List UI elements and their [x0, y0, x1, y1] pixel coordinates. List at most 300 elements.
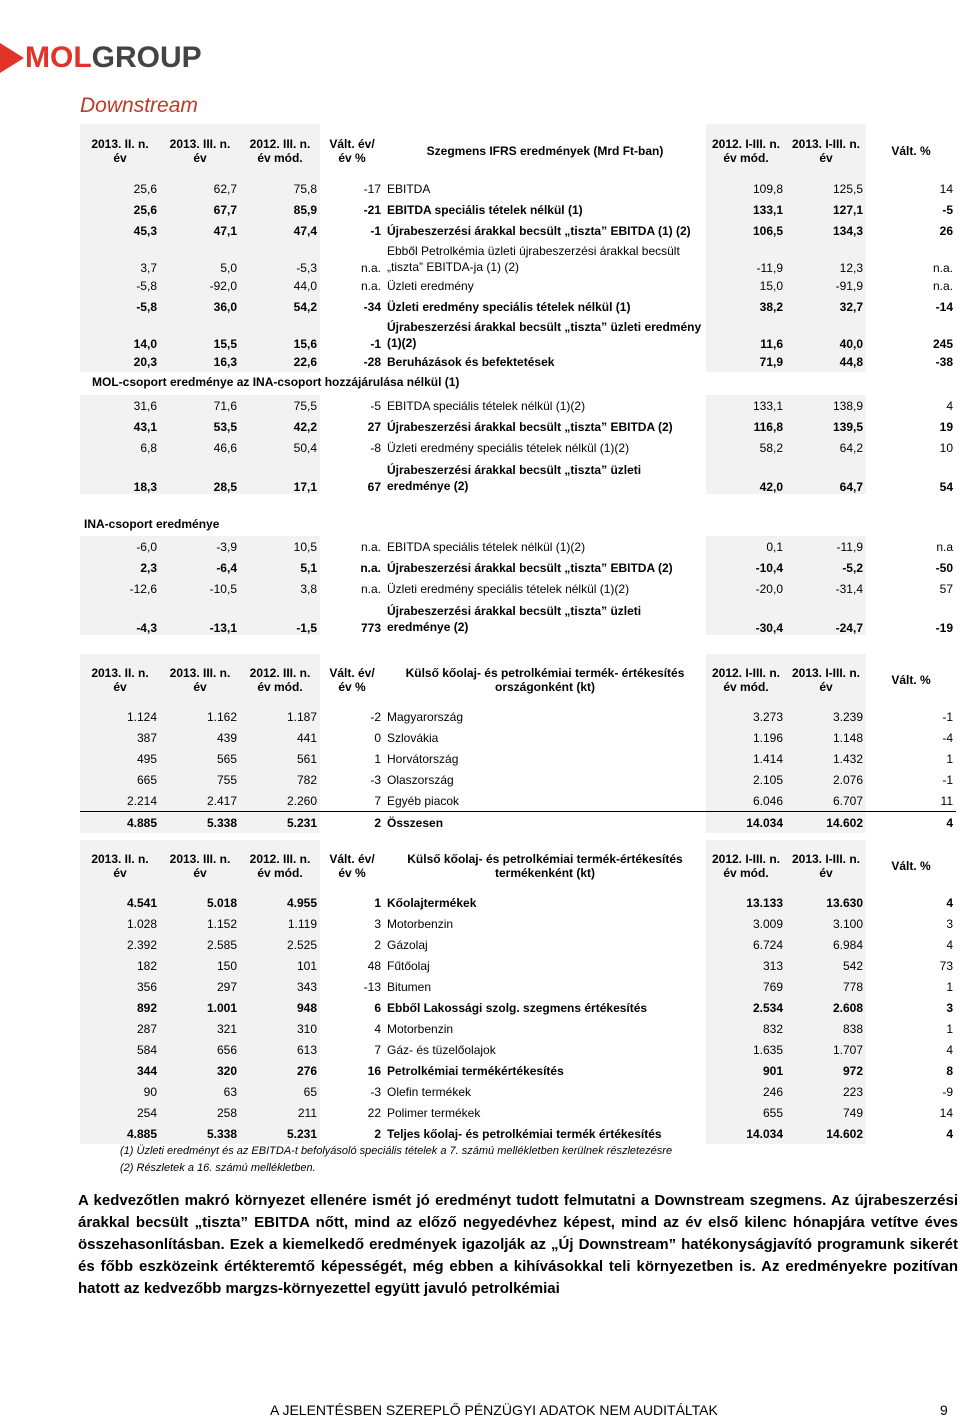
row-label: Újrabeszerzési árakkal becsült „tiszta” üzleti eredménye (2) [387, 463, 642, 493]
row-label: Beruházások és befektetések [387, 354, 555, 369]
section-title: Downstream [80, 94, 198, 117]
table-cell: -14 [935, 299, 953, 314]
table-cell: 2 [374, 1126, 381, 1141]
table-cell: 223 [786, 1081, 866, 1102]
table-cell: n.a. [360, 581, 381, 596]
table-cell: 2.585 [160, 934, 240, 955]
row-label: Ebből Petrolkémia üzleti újrabeszerzési árakkal becsült „tiszta” EBITDA-ja (1) (2) [387, 244, 680, 274]
table-row [80, 997, 956, 1018]
table-cell: 3.273 [706, 706, 786, 727]
body-paragraph: A kedvezőtlen makró környezet ellenére ismét jó eredményt tudott felmutatni a Downstream szegmens. Az újrabeszerzési árakkal becsült „tiszta” EBITDA nőtt, mind az előző negyedévhez képest, mind az év első kilenc hónapjára vetítve éves összehasonlításban. Ezek a kiemelkedő eredmények igazolják az „Új Downstream” hatékonyságjavító programunk sikerét és főbb eszközeink értékteremtő képességét, még ebben a kihívásokkal teli környezetben is. Az eredményekre pozitívan hatott az kedvezőbb margzs-környezettel együtt javuló petrolkémiai [78, 1192, 958, 1297]
col-header: 2013. III. n. év [160, 840, 240, 892]
table-cell: 2.392 [80, 934, 160, 955]
row-label: Olaszország [387, 772, 454, 787]
table-row [80, 296, 956, 317]
table-cell: 4 [866, 812, 956, 834]
table-row [80, 1018, 956, 1039]
table-header [80, 654, 956, 706]
table-cell: 14.034 [706, 1123, 786, 1144]
mol-results-table [80, 395, 956, 494]
table-cell: 1 [374, 751, 381, 766]
row-label: EBITDA speciális tételek nélkül (1)(2) [387, 398, 586, 413]
table-row [80, 1039, 956, 1060]
table-cell: 245 [932, 337, 953, 351]
table-cell: 276 [240, 1060, 320, 1081]
table-cell: 7 [374, 1042, 381, 1057]
row-label: Gázolaj [387, 937, 428, 952]
table-cell: 18,3 [80, 458, 160, 494]
page-footer: A JELENTÉSBEN SZEREPLŐ PÉNZÜGYI ADATOK NEM AUDITÁLTAK [270, 1402, 718, 1418]
table-cell: 150 [160, 955, 240, 976]
col-header: 2013. II. n. év [80, 840, 160, 892]
row-label: Ebből Lakossági szolg. szegmens értékesítés [387, 1000, 648, 1015]
table-cell: -5 [370, 398, 381, 413]
row-label: Teljes kőolaj- és petrolkémiai termék értékesítés [387, 1126, 662, 1141]
logo-mark-icon [0, 43, 24, 73]
table-cell: 45,3 [80, 220, 160, 241]
table-cell: 565 [160, 748, 240, 769]
table-cell: -20,0 [706, 578, 786, 599]
table-cell: 65 [240, 1081, 320, 1102]
col-header: 2013. II. n. év [80, 124, 160, 178]
table-cell: 5.338 [160, 812, 240, 834]
table-cell: 133,1 [706, 395, 786, 416]
table-cell: -21 [363, 202, 381, 217]
table-cell: 2.534 [706, 997, 786, 1018]
table-cell: -5,2 [786, 557, 866, 578]
table-row [80, 748, 956, 769]
sales-by-country-table [80, 654, 956, 833]
table-cell: 387 [80, 727, 160, 748]
col-header: Vált. % [891, 673, 931, 687]
table-row [80, 913, 956, 934]
table-cell: 3 [374, 916, 381, 931]
table-cell: 36,0 [160, 296, 240, 317]
table-row [80, 892, 956, 913]
table-cell: 2.260 [240, 790, 320, 812]
table-cell: 4 [946, 1126, 953, 1141]
table-cell: 44,8 [786, 351, 866, 372]
col-header: Külső kőolaj- és petrolkémiai termék-értékesítés termékenként (kt) [407, 852, 683, 880]
table-cell: 310 [240, 1018, 320, 1039]
table-cell: 1.635 [706, 1039, 786, 1060]
table-cell: -10,4 [706, 557, 786, 578]
row-label: Üzleti eredmény [387, 278, 474, 293]
table-cell: 1.001 [160, 997, 240, 1018]
table-header [80, 124, 956, 178]
table-cell: 14 [939, 181, 953, 196]
table-cell: 5,0 [160, 241, 240, 275]
table-cell: 11,6 [706, 317, 786, 351]
table-cell: 584 [80, 1039, 160, 1060]
col-header: 2013. III. n. év [160, 654, 240, 706]
table-cell: 613 [240, 1039, 320, 1060]
table-cell: -13,1 [160, 599, 240, 635]
table-cell: 16,3 [160, 351, 240, 372]
table-cell: 125,5 [786, 178, 866, 199]
row-label: Magyarország [387, 709, 464, 724]
table-cell: 14.602 [786, 812, 866, 834]
table-cell: -38 [935, 354, 953, 369]
table-cell: 1 [374, 895, 381, 910]
ina-group-subtitle: INA-csoport eredménye [84, 517, 220, 531]
table-cell: 246 [706, 1081, 786, 1102]
row-label: Polimer termékek [387, 1105, 481, 1120]
col-header: 2012. III. n. év mód. [240, 840, 320, 892]
table-cell: 47,4 [240, 220, 320, 241]
row-label: EBITDA speciális tételek nélkül (1)(2) [387, 539, 586, 554]
col-header: Vált. év/év % [329, 852, 375, 880]
table-cell: 3.100 [786, 913, 866, 934]
table-cell: 15,0 [706, 275, 786, 296]
table-row [80, 178, 956, 199]
table-cell: 138,9 [786, 395, 866, 416]
table-row [80, 395, 956, 416]
table-cell: 1.028 [80, 913, 160, 934]
table-cell: 1.414 [706, 748, 786, 769]
col-header: 2012. III. n. év mód. [240, 654, 320, 706]
table-cell: n.a. [360, 261, 381, 275]
col-header: 2013. II. n. év [80, 654, 160, 706]
table-cell: 50,4 [240, 437, 320, 458]
col-header: 2013. I-III. n. év [786, 124, 866, 178]
table-cell: 15,6 [240, 317, 320, 351]
table-cell: 2,3 [80, 557, 160, 578]
table-cell: 4 [946, 1042, 953, 1057]
table-cell: 14 [939, 1105, 953, 1120]
table-cell: 1.162 [160, 706, 240, 727]
table-cell: -50 [935, 560, 953, 575]
table-row [80, 1123, 956, 1144]
table-cell: 64,7 [786, 458, 866, 494]
table-cell: 4 [374, 1021, 381, 1036]
table-cell: n.a [936, 539, 953, 554]
table-cell: -1 [942, 772, 953, 787]
table-cell: 54 [939, 480, 953, 494]
table-row [80, 275, 956, 296]
table-cell: -5,3 [240, 241, 320, 275]
col-header: Külső kőolaj- és petrolkémiai termék- értékesítés országonként (kt) [405, 666, 685, 694]
table-cell: 13.630 [786, 892, 866, 913]
table-cell: 7 [374, 793, 381, 808]
table-cell: 20,3 [80, 351, 160, 372]
table-cell: 25,6 [80, 199, 160, 220]
table-cell: 948 [240, 997, 320, 1018]
row-label: Összesen [384, 812, 706, 834]
table-cell: 0,1 [706, 536, 786, 557]
table-cell: 1 [946, 751, 953, 766]
table-cell: 1.707 [786, 1039, 866, 1060]
col-header: Vált. % [891, 859, 931, 873]
col-header: Vált. év/év % [329, 137, 375, 165]
table-cell: 6.724 [706, 934, 786, 955]
table-cell: -11,9 [786, 536, 866, 557]
table-cell: 67 [367, 480, 381, 494]
table-cell: 90 [80, 1081, 160, 1102]
table-cell: 3 [946, 1000, 953, 1015]
table-cell: 5.338 [160, 1123, 240, 1144]
table-cell: 19 [939, 419, 953, 434]
table-cell: -12,6 [80, 578, 160, 599]
table-cell: 57 [939, 581, 953, 596]
table-cell: 258 [160, 1102, 240, 1123]
table-cell: 62,7 [160, 178, 240, 199]
table-cell: 769 [706, 976, 786, 997]
col-header: Szegmens IFRS eredmények (Mrd Ft-ban) [426, 144, 664, 158]
table-cell: 356 [80, 976, 160, 997]
sales-by-product-table [80, 840, 956, 1144]
table-cell: 656 [160, 1039, 240, 1060]
table-cell: -31,4 [786, 578, 866, 599]
table-cell: -5,8 [80, 275, 160, 296]
table-cell: 10 [939, 440, 953, 455]
table-cell: 106,5 [706, 220, 786, 241]
row-label: Újrabeszerzési árakkal becsült „tiszta” üzleti eredménye (2) [387, 604, 642, 634]
col-header: Vált. év/év % [329, 666, 375, 694]
table-cell: 832 [706, 1018, 786, 1039]
table-cell: -2 [370, 709, 381, 724]
table-cell: 2 [320, 812, 384, 834]
table-cell: 54,2 [240, 296, 320, 317]
table-cell: -3 [370, 1084, 381, 1099]
row-label: Olefin termékek [387, 1084, 472, 1099]
table-cell: 14.602 [786, 1123, 866, 1144]
col-header: 2012. I-III. n. év mód. [706, 654, 786, 706]
table-cell: 22 [367, 1105, 381, 1120]
table-cell: 5,1 [240, 557, 320, 578]
table-cell: 6.707 [786, 790, 866, 812]
table-cell: 40,0 [786, 317, 866, 351]
table-cell: 5.231 [240, 1123, 320, 1144]
table-cell: 11 [940, 793, 953, 808]
row-label: Bitumen [387, 979, 432, 994]
table-cell: -92,0 [160, 275, 240, 296]
table-row [80, 976, 956, 997]
table-cell: 127,1 [786, 199, 866, 220]
table-row [80, 416, 956, 437]
table-cell: 773 [360, 621, 381, 635]
table-cell: 58,2 [706, 437, 786, 458]
table-cell: 4.885 [80, 812, 160, 834]
table-cell: 313 [706, 955, 786, 976]
table-cell: 101 [240, 955, 320, 976]
table-cell: n.a. [360, 539, 381, 554]
table-cell: 343 [240, 976, 320, 997]
table-cell: -17 [363, 181, 381, 196]
table-cell: 133,1 [706, 199, 786, 220]
table-cell: 73 [939, 958, 953, 973]
table-cell: 0 [374, 730, 381, 745]
table-cell: 75,5 [240, 395, 320, 416]
table-cell: n.a. [360, 278, 381, 293]
table-cell: n.a. [360, 560, 381, 575]
row-label: Motorbenzin [387, 916, 454, 931]
table-cell: 53,5 [160, 416, 240, 437]
table-cell: 26 [939, 223, 953, 238]
table-row [80, 317, 956, 351]
table-cell: 182 [80, 955, 160, 976]
table-cell: 42,0 [706, 458, 786, 494]
table-cell: 3.239 [786, 706, 866, 727]
table-cell: 441 [240, 727, 320, 748]
row-label: Horvátország [387, 751, 459, 766]
table-cell: 47,1 [160, 220, 240, 241]
table-cell: 5.018 [160, 892, 240, 913]
table-cell: 321 [160, 1018, 240, 1039]
row-label: Egyéb piacok [387, 793, 460, 808]
table-cell: -5 [942, 202, 953, 217]
row-label: Üzleti eredmény speciális tételek nélkül (1)(2) [387, 581, 630, 596]
table-cell: 6,8 [80, 437, 160, 458]
table-cell: 44,0 [240, 275, 320, 296]
table-cell: -8 [370, 440, 381, 455]
table-cell: 4 [946, 398, 953, 413]
row-label: Újrabeszerzési árakkal becsült „tiszta” EBITDA (2) [387, 560, 673, 575]
table-cell: 32,7 [786, 296, 866, 317]
table-row [80, 199, 956, 220]
table-cell: -5,8 [80, 296, 160, 317]
table-cell: 782 [240, 769, 320, 790]
table-cell: 972 [786, 1060, 866, 1081]
table-cell: 109,8 [706, 178, 786, 199]
table-cell: 8 [946, 1063, 953, 1078]
table-cell: 2 [374, 937, 381, 952]
table-cell: 254 [80, 1102, 160, 1123]
table-row [80, 769, 956, 790]
table-cell: 5.231 [240, 812, 320, 834]
table-cell: 542 [786, 955, 866, 976]
table-cell: n.a. [932, 278, 953, 293]
table-cell: 6 [374, 1000, 381, 1015]
footnote-2: (2) Részletek a 16. számú mellékletben. [120, 1162, 316, 1174]
table-cell: 2.076 [786, 769, 866, 790]
table-cell: 838 [786, 1018, 866, 1039]
table-cell: 43,1 [80, 416, 160, 437]
row-label: Üzleti eredmény speciális tételek nélkül (1)(2) [387, 440, 630, 455]
table-cell: 27 [367, 419, 381, 434]
table-row [80, 578, 956, 599]
row-label: Petrolkémiai termékértékesítés [387, 1063, 564, 1078]
row-label: Újrabeszerzési árakkal becsült „tiszta” EBITDA (2) [387, 419, 673, 434]
table-cell: 3,7 [80, 241, 160, 275]
table-cell: 2.417 [160, 790, 240, 812]
table-cell: 31,6 [80, 395, 160, 416]
table-cell: -13 [363, 979, 381, 994]
table-cell: 14.034 [706, 812, 786, 834]
table-cell: -10,5 [160, 578, 240, 599]
table-cell: 287 [80, 1018, 160, 1039]
row-label: EBITDA speciális tételek nélkül (1) [387, 202, 583, 217]
table-row [80, 1102, 956, 1123]
mol-group-logo [0, 40, 205, 76]
table-header [80, 840, 956, 892]
table-row [80, 241, 956, 275]
table-row [80, 1060, 956, 1081]
table-cell: -30,4 [706, 599, 786, 635]
table-row [80, 458, 956, 494]
page-number: 9 [940, 1402, 948, 1418]
table-cell: 892 [80, 997, 160, 1018]
table-row [80, 955, 956, 976]
table-cell: 2.525 [240, 934, 320, 955]
table-cell: 2.608 [786, 997, 866, 1018]
table-cell: 134,3 [786, 220, 866, 241]
table-cell: 1 [946, 1021, 953, 1036]
row-label: Fűtőolaj [387, 958, 430, 973]
logo-group: GROUP [91, 41, 202, 74]
col-header: 2012. III. n. év mód. [240, 124, 320, 178]
table-cell: -34 [363, 299, 381, 314]
table-cell: -6,4 [160, 557, 240, 578]
row-label: Gáz- és tüzelőolajok [387, 1042, 496, 1057]
table-cell: 778 [786, 976, 866, 997]
table-cell: 439 [160, 727, 240, 748]
table-row [80, 706, 956, 727]
row-label: Újrabeszerzési árakkal becsült „tiszta” üzleti eredmény (1)(2) [387, 320, 702, 350]
table-cell: 320 [160, 1060, 240, 1081]
table-cell: 749 [786, 1102, 866, 1123]
table-cell: -3 [370, 772, 381, 787]
table-cell: -6,0 [80, 536, 160, 557]
table-cell: 2.105 [706, 769, 786, 790]
table-cell: -19 [935, 621, 953, 635]
table-cell: 1 [946, 979, 953, 994]
table-cell: -1 [370, 223, 381, 238]
table-cell: 10,5 [240, 536, 320, 557]
table-row [80, 557, 956, 578]
table-cell: 64,2 [786, 437, 866, 458]
footnote-1: (1) Üzleti eredményt és az EBITDA-t befolyásoló speciális tételek a 7. számú mellékletben kerülnek részletezésre [120, 1145, 673, 1157]
table-cell: -3,9 [160, 536, 240, 557]
col-header: Vált. % [891, 144, 931, 158]
table-cell: 71,6 [160, 395, 240, 416]
table-cell: 4.885 [80, 1123, 160, 1144]
table-cell: 344 [80, 1060, 160, 1081]
col-header: 2013. III. n. év [160, 124, 240, 178]
table-cell: 3 [946, 916, 953, 931]
table-cell: 297 [160, 976, 240, 997]
table-cell: -1,5 [240, 599, 320, 635]
table-cell: 3.009 [706, 913, 786, 934]
table-cell: -4,3 [80, 599, 160, 635]
table-row [80, 1081, 956, 1102]
table-cell: 6.984 [786, 934, 866, 955]
table-cell: 1.119 [240, 913, 320, 934]
table-cell: 67,7 [160, 199, 240, 220]
segment-results-table [80, 124, 956, 372]
table-cell: 25,6 [80, 178, 160, 199]
table-cell: 75,8 [240, 178, 320, 199]
table-cell: 71,9 [706, 351, 786, 372]
col-header: 2012. I-III. n. év mód. [706, 840, 786, 892]
table-cell: 1.148 [786, 727, 866, 748]
table-cell: 1.196 [706, 727, 786, 748]
table-cell: 1.152 [160, 913, 240, 934]
table-row [80, 934, 956, 955]
ina-results-table [80, 536, 956, 635]
table-cell: 4.541 [80, 892, 160, 913]
table-row [80, 536, 956, 557]
table-cell: 46,6 [160, 437, 240, 458]
table-cell: n.a. [932, 261, 953, 275]
table-cell: -28 [363, 354, 381, 369]
logo-mol: MOL [25, 41, 92, 74]
table-cell: 1.124 [80, 706, 160, 727]
table-cell: -4 [942, 730, 953, 745]
mol-group-subtitle: MOL-csoport eredménye az INA-csoport hozzájárulása nélkül (1) [92, 375, 460, 389]
table-cell: 38,2 [706, 296, 786, 317]
col-header: 2013. I-III. n. év [786, 840, 866, 892]
